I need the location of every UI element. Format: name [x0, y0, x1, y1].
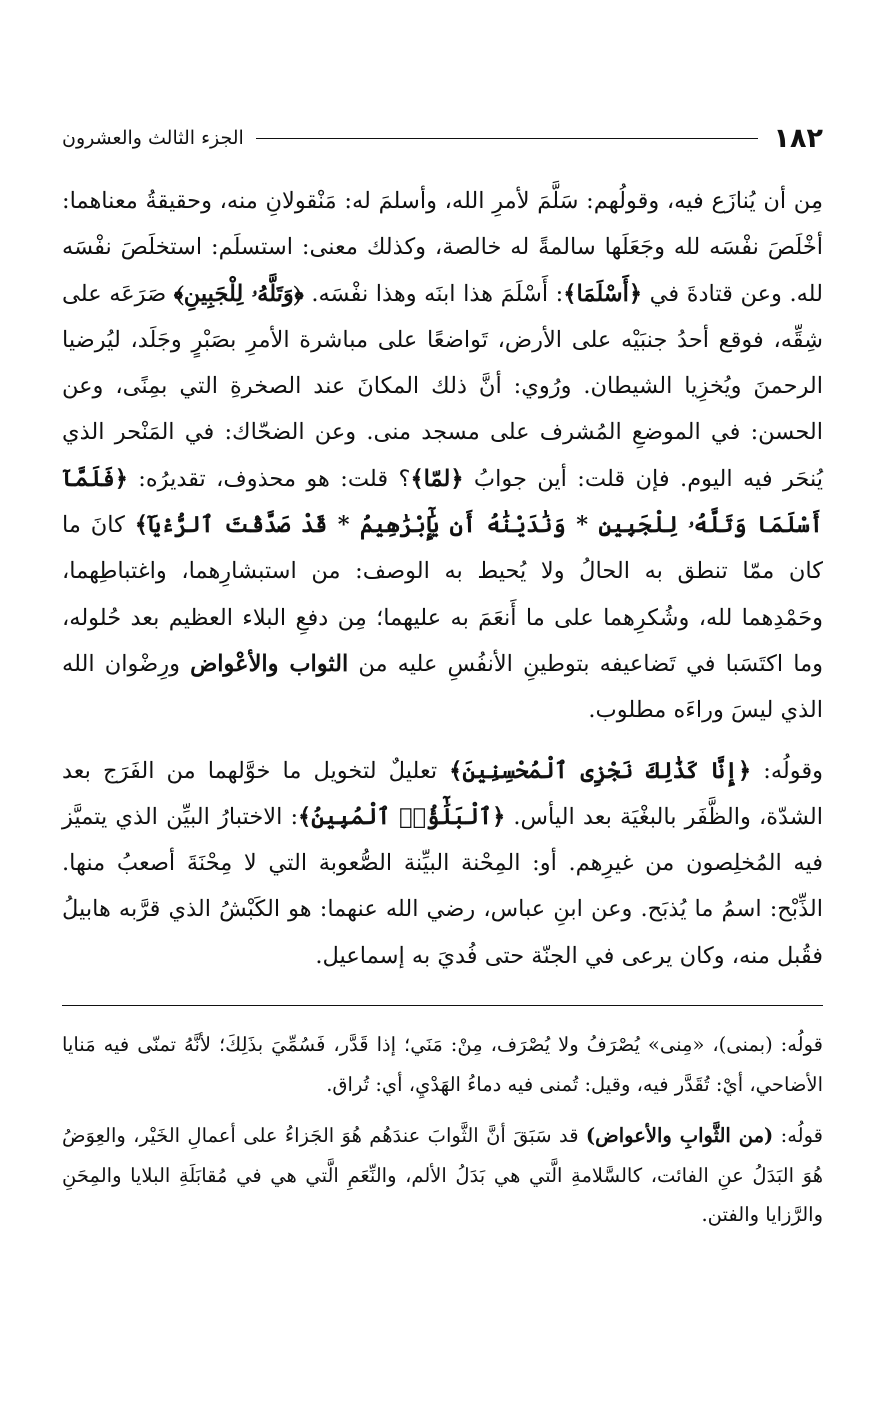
page-header — [62, 118, 823, 158]
text-run: وقولُه: — [751, 757, 823, 784]
commentary-notes — [62, 1025, 823, 1235]
quran-quote: ﴿إِنَّا كَذَٰلِكَ نَجْزِى ٱلْمُحْسِنِينَ﴾ — [449, 757, 752, 784]
note-2 — [62, 1116, 823, 1235]
quran-quote: ﴿وَتَلَّهُۥ لِلْجَبِينِ﴾ — [173, 280, 304, 307]
bold-term: الثواب والأعْواض — [190, 650, 349, 677]
running-title: الجزء الثالث والعشرون — [62, 127, 244, 149]
page-number: ١٨٢ — [773, 122, 823, 154]
quran-quote: ﴿لمّا﴾ — [410, 465, 464, 492]
quran-quote: ﴿ٱلْبَلَٰٓؤُا۟ ٱلْمُبِينُ﴾ — [298, 803, 506, 830]
text-run: ورِضْوان الله الذي ليسَ وراءَه مطلوب. — [62, 650, 823, 724]
text-run: : الاختبارُ البيِّن الذي يتميَّز فيه المُخلِصون من غيرِهم. أو: المِحْنة البيِّنة الصُّعوبة التي لا مِحْنَةَ أصعبُ منها. الذِّبْح: اسمُ ما يُذبَح. وعن ابنِ عباس، رضي الله عنهما: هو الكَبْشُ الذي قرَّبه هابيلُ فقُبل منه، وكان يرعى في الجنّة حتى فُديَ به إسماعيل. — [62, 803, 823, 969]
text-run: تعليلٌ لتخويل ما خوَّلهما من الفَرَج بعد الشدّة، والظَّفَر بالبغْيَة بعد اليأس. — [62, 757, 823, 830]
quran-quote: ﴿فَلَمَّآ أَسْلَمَا وَتَلَّهُۥ لِلْجَبِينِ * وَنَٰدَيْنَٰهُ أَن يَٰٓإِبْرَٰهِيمُ * قَدْ صَدَّقْتَ ٱلرُّءْيَآ﴾ — [62, 465, 823, 539]
main-paragraph-1 — [62, 178, 823, 734]
main-paragraph-2 — [62, 748, 823, 979]
quran-quote: ﴿أَسْلَمَا﴾ — [563, 280, 643, 307]
bold-term: (من الثَّوابِ والأعواض) — [585, 1124, 774, 1147]
note-1: قولُه: (بمنى)، «مِنى» يُصْرَفُ ولا يُصْرَف، مِنْ: مَنَي؛ إذا قَدَّر، فَسُمِّيَ بذَلِكَ؛ لأنَّهُ تمنّى فيه مَنايا الأضاحي، أيْ: تُقَدَّر فيه، وقيل: تُمنى فيه دماءُ الهَدْيِ، أي: تُراق. — [62, 1033, 823, 1096]
text-run: كانَ ما كان ممّا تنطق به الحالُ ولا يُحيط به الوصف: من استبشارِهما، واغتباطِهما، وحَمْدِهما لله، وشُكرِهما على ما أَنعَمَ به عليهما؛ مِن دفعِ البلاء العظيم بعد حُلوله، وما اكتَسَبا في تَضاعيفه بتوطينِ الأنفُسِ عليه من — [62, 512, 823, 677]
text-run: قد سَبَقَ أنَّ الثَّوابَ عندَهُم هُوَ الجَزاءُ على أعمالِ الخَيْر، والعِوَضُ هُوَ البَدَلُ عنِ الفائت، كالسَّلامةِ الَّتي هي بَدَلُ الألم، والنِّعَمِ الَّتي هي في مُقابَلَةِ البلايا والمِحَنِ والرَّزايا والفتن. — [62, 1124, 823, 1226]
text-run: : أَسْلَمَ هذا ابنَه وهذا نفْسَه. — [303, 280, 564, 307]
footnote-divider — [62, 1005, 823, 1006]
text-run: صَرَعَه على شِقِّه، فوقع أحدُ جنبَيْه على الأرض، تَواضعًا على مباشرة الأمرِ بصَبْرٍ وجَلَد، ليُرضيا الرحمنَ ويُخزِيا الشيطان. ورُوي: أنَّ ذلك المكانَ عند الصخرةِ التي بمِنًى، وعن الحسن: في الموضعِ المُشرف على مسجد منى. وعن الضحّاك: في المَنْحر الذي يُنحَر فيه اليوم. فإن قلت: أين جوابُ — [62, 280, 823, 492]
text-run: مِن أن يُنازَع فيه، وقولُهم: سَلَّمَ لأمرِ الله، وأسلمَ له: مَنْقولانِ منه، وحقيقةُ معناهما: أخْلَصَ نفْسَه لله وجَعَلَها سالمةً له خالصة، وكذلك معنى: استسلَم: استخلَصَ نفْسَه لله. وعن قتادةَ في — [62, 188, 823, 307]
text-run: قولُه: — [773, 1124, 823, 1147]
text-run: ؟ قلت: هو محذوف، تقديرُه: — [127, 465, 411, 492]
main-text — [62, 178, 823, 979]
header-rule — [256, 138, 758, 139]
